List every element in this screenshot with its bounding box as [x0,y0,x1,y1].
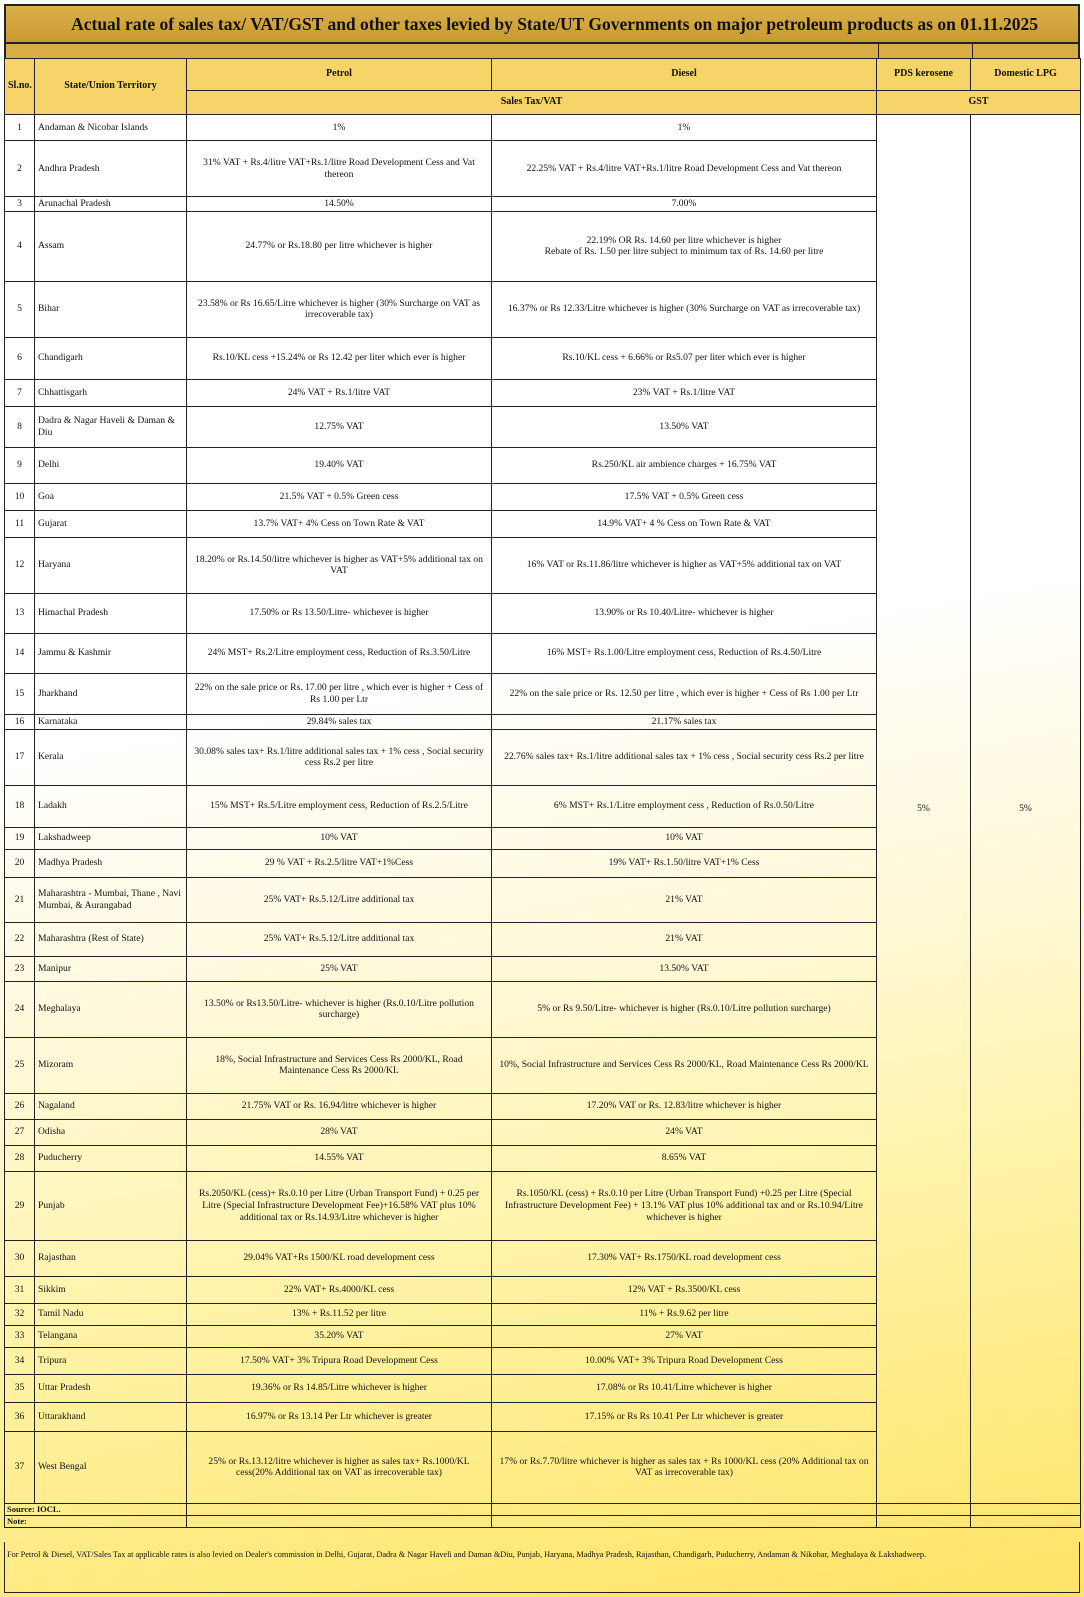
cell-state: Sikkim [35,1276,187,1303]
cell-diesel-rate: 21% VAT [492,877,877,922]
cell-state: Mizoram [35,1037,187,1093]
cell-petrol-rate: 30.08% sales tax+ Rs.1/litre additional sales tax + 1% cess , Social security cess Rs.2 per litre [187,729,492,785]
cell-petrol-rate: 19.36% or Rs 14.85/Litre whichever is higher [187,1374,492,1402]
footnote: For Petrol & Diesel, VAT/Sales Tax at applicable rates is also levied on Dealer's commission in Delhi, Gujarat, Dadra & Nagar Haveli and Daman &Diu, Punjab, Haryana, Madhya Pradesh, Rajasthan, Chandigarh, Puducherry, Andaman & Nikobar, Meghalaya & Lakshadweep. [4,1542,1080,1593]
cell-petrol-rate: 29.04% VAT+Rs 1500/KL road development cess [187,1240,492,1276]
cell-diesel-rate: 13.50% VAT [492,406,877,447]
cell-petrol-rate: 22% on the sale price or Rs. 17.00 per litre , which ever is higher + Cess of Rs 1.00 per Ltr [187,673,492,714]
cell-diesel-rate: 8.65% VAT [492,1145,877,1171]
cell-state: Tamil Nadu [35,1303,187,1325]
cell-state: Uttarakhand [35,1402,187,1431]
cell-diesel-rate: 1% [492,115,877,141]
cell-petrol-rate: 35.20% VAT [187,1325,492,1347]
table-row [5,115,1081,141]
empty-cell [877,1503,971,1515]
cell-slno: 33 [5,1325,35,1347]
subbar-divider [972,44,973,58]
cell-diesel-rate: 22.76% sales tax+ Rs.1/litre additional sales tax + 1% cess , Social security cess Rs.2 per litre [492,729,877,785]
cell-diesel-rate: Rs.1050/KL (cess) + Rs.0.10 per Litre (Urban Transport Fund) +0.25 per Litre (Special Infrastructure Development Fee) + 13.1% VAT plus 10% additional tax and or Rs.10.94/Litre whichever is higher [492,1171,877,1240]
cell-diesel-rate: 17.15% or Rs Rs 10.41 Per Ltr whichever is greater [492,1402,877,1431]
cell-slno: 3 [5,197,35,212]
subheader-sales-tax: Sales Tax/VAT [187,91,877,115]
cell-slno: 22 [5,922,35,956]
cell-diesel-rate: 27% VAT [492,1325,877,1347]
cell-diesel-rate: Rs.10/KL cess + 6.66% or Rs5.07 per liter which ever is higher [492,337,877,379]
cell-diesel-rate: 12% VAT + Rs.3500/KL cess [492,1276,877,1303]
cell-gst-lpg: 5% [971,115,1081,1504]
cell-diesel-rate: Rs.250/KL air ambience charges + 16.75% VAT [492,447,877,483]
cell-slno: 35 [5,1374,35,1402]
cell-state: Jammu & Kashmir [35,633,187,673]
cell-slno: 28 [5,1145,35,1171]
cell-slno: 24 [5,981,35,1037]
cell-diesel-rate: 10.00% VAT+ 3% Tripura Road Development Cess [492,1347,877,1374]
col-header-lpg: Domestic LPG [971,59,1081,91]
cell-diesel-rate: 5% or Rs 9.50/Litre- whichever is higher (Rs.0.10/Litre pollution surcharge) [492,981,877,1037]
note-row [5,1515,1081,1527]
cell-slno: 20 [5,849,35,877]
cell-state: Ladakh [35,785,187,827]
cell-slno: 6 [5,337,35,379]
cell-state: Maharashtra (Rest of State) [35,922,187,956]
cell-state: Chhattisgarh [35,379,187,406]
subheader-gst: GST [877,91,1081,115]
cell-petrol-rate: 18%, Social Infrastructure and Services Cess Rs 2000/KL, Road Maintenance Cess Rs 2000/KL [187,1037,492,1093]
cell-petrol-rate: 18.20% or Rs.14.50/litre whichever is higher as VAT+5% additional tax on VAT [187,537,492,593]
cell-diesel-rate: 6% MST+ Rs.1/Litre employment cess , Reduction of Rs.0.50/Litre [492,785,877,827]
cell-slno: 10 [5,483,35,510]
cell-slno: 4 [5,211,35,281]
cell-diesel-rate: 13.50% VAT [492,956,877,981]
cell-diesel-rate: 21% VAT [492,922,877,956]
cell-state: Rajasthan [35,1240,187,1276]
cell-state: Bihar [35,281,187,337]
cell-petrol-rate: 28% VAT [187,1119,492,1145]
cell-petrol-rate: 14.55% VAT [187,1145,492,1171]
cell-slno: 16 [5,714,35,729]
cell-petrol-rate: 25% VAT+ Rs.5.12/Litre additional tax [187,877,492,922]
cell-petrol-rate: 21.75% VAT or Rs. 16.94/litre whichever is higher [187,1093,492,1119]
cell-petrol-rate: 25% VAT+ Rs.5.12/Litre additional tax [187,922,492,956]
subbar-divider [878,44,879,58]
cell-petrol-rate: Rs.2050/KL (cess)+ Rs.0.10 per Litre (Urban Transport Fund) + 0.25 per Litre (Special Infrastructure Development Fee)+16.58% VAT plus 10% additional tax or Rs.14.93/Litre whichever is higher [187,1171,492,1240]
cell-diesel-rate: 16.37% or Rs 12.33/Litre whichever is higher (30% Surcharge on VAT as irrecoverable tax) [492,281,877,337]
cell-slno: 27 [5,1119,35,1145]
col-header-state: State/Union Territory [35,59,187,115]
cell-petrol-rate: Rs.10/KL cess +15.24% or Rs 12.42 per liter which ever is higher [187,337,492,379]
cell-slno: 14 [5,633,35,673]
cell-state: Dadra & Nagar Haveli & Daman & Diu [35,406,187,447]
cell-petrol-rate: 19.40% VAT [187,447,492,483]
cell-slno: 13 [5,593,35,633]
cell-slno: 7 [5,379,35,406]
cell-state: Gujarat [35,510,187,537]
cell-petrol-rate: 16.97% or Rs 13.14 Per Ltr whichever is greater [187,1402,492,1431]
cell-petrol-rate: 25% or Rs.13.12/litre whichever is higher as sales tax+ Rs.1000/KL cess(20% Additional tax on VAT as irrecoverable tax) [187,1431,492,1503]
col-header-petrol: Petrol [187,59,492,91]
cell-petrol-rate: 13.7% VAT+ 4% Cess on Town Rate & VAT [187,510,492,537]
cell-diesel-rate: 13.90% or Rs 10.40/Litre- whichever is higher [492,593,877,633]
col-header-slno: Sl.no. [5,59,35,115]
cell-state: Andaman & Nicobar Islands [35,115,187,141]
cell-slno: 25 [5,1037,35,1093]
header-row [5,59,1081,91]
cell-diesel-rate: 17.08% or Rs 10.41/Litre whichever is higher [492,1374,877,1402]
col-header-diesel: Diesel [492,59,877,91]
tax-rate-sheet [4,4,1080,1593]
empty-cell [971,1503,1081,1515]
empty-cell [187,1503,492,1515]
note-row-label: Note: [5,1515,187,1527]
cell-slno: 12 [5,537,35,593]
cell-petrol-rate: 13% + Rs.11.52 per litre [187,1303,492,1325]
cell-slno: 9 [5,447,35,483]
cell-state: Assam [35,211,187,281]
cell-state: Nagaland [35,1093,187,1119]
cell-petrol-rate: 14.50% [187,197,492,212]
cell-diesel-rate: 23% VAT + Rs.1/litre VAT [492,379,877,406]
col-header-kerosene: PDS kerosene [877,59,971,91]
cell-slno: 21 [5,877,35,922]
cell-petrol-rate: 29.84% sales tax [187,714,492,729]
cell-diesel-rate: 7.00% [492,197,877,212]
cell-slno: 2 [5,141,35,197]
cell-petrol-rate: 15% MST+ Rs.5/Litre employment cess, Reduction of Rs.2.5/Litre [187,785,492,827]
cell-petrol-rate: 21.5% VAT + 0.5% Green cess [187,483,492,510]
cell-state: West Bengal [35,1431,187,1503]
cell-state: Odisha [35,1119,187,1145]
cell-slno: 23 [5,956,35,981]
empty-cell [187,1515,492,1527]
cell-slno: 26 [5,1093,35,1119]
empty-cell [492,1515,877,1527]
cell-diesel-rate: 11% + Rs.9.62 per litre [492,1303,877,1325]
cell-diesel-rate: 17% or Rs.7.70/litre whichever is higher as sales tax + Rs 1000/KL cess (20% Additional tax on VAT as irrecoverable tax) [492,1431,877,1503]
cell-diesel-rate: 10%, Social Infrastructure and Services Cess Rs 2000/KL, Road Maintenance Cess Rs 2000/KL [492,1037,877,1093]
empty-cell [971,1515,1081,1527]
cell-slno: 36 [5,1402,35,1431]
empty-cell [877,1515,971,1527]
cell-petrol-rate: 25% VAT [187,956,492,981]
cell-state: Andhra Pradesh [35,141,187,197]
cell-petrol-rate: 23.58% or Rs 16.65/Litre whichever is higher (30% Surcharge on VAT as irrecoverable tax) [187,281,492,337]
cell-petrol-rate: 31% VAT + Rs.4/litre VAT+Rs.1/litre Road Development Cess and Vat thereon [187,141,492,197]
cell-state: Manipur [35,956,187,981]
cell-petrol-rate: 10% VAT [187,827,492,849]
cell-slno: 37 [5,1431,35,1503]
cell-state: Kerala [35,729,187,785]
cell-slno: 19 [5,827,35,849]
cell-petrol-rate: 17.50% VAT+ 3% Tripura Road Development Cess [187,1347,492,1374]
table-body [5,115,1081,1528]
cell-state: Meghalaya [35,981,187,1037]
cell-diesel-rate: 21.17% sales tax [492,714,877,729]
cell-state: Maharashtra - Mumbai, Thane , Navi Mumbai, & Aurangabad [35,877,187,922]
cell-slno: 17 [5,729,35,785]
cell-slno: 11 [5,510,35,537]
cell-diesel-rate: 24% VAT [492,1119,877,1145]
cell-state: Madhya Pradesh [35,849,187,877]
cell-diesel-rate: 17.30% VAT+ Rs.1750/KL road development cess [492,1240,877,1276]
cell-state: Goa [35,483,187,510]
cell-slno: 30 [5,1240,35,1276]
cell-slno: 1 [5,115,35,141]
title-subbar [4,44,1080,58]
page-title: Actual rate of sales tax/ VAT/GST and other taxes levied by State/UT Governments on major petroleum products as on 01.11.2025 [4,4,1080,44]
empty-cell [492,1503,877,1515]
cell-petrol-rate: 24.77% or Rs.18.80 per litre whichever is higher [187,211,492,281]
cell-diesel-rate: 22.25% VAT + Rs.4/litre VAT+Rs.1/litre Road Development Cess and Vat thereon [492,141,877,197]
cell-state: Lakshadweep [35,827,187,849]
cell-petrol-rate: 13.50% or Rs13.50/Litre- whichever is higher (Rs.0.10/Litre pollution surcharge) [187,981,492,1037]
source-row-label: Source: IOCL. [5,1503,187,1515]
cell-diesel-rate: 14.9% VAT+ 4 % Cess on Town Rate & VAT [492,510,877,537]
cell-state: Chandigarh [35,337,187,379]
cell-diesel-rate: 17.5% VAT + 0.5% Green cess [492,483,877,510]
cell-diesel-rate: 17.20% VAT or Rs. 12.83/litre whichever is higher [492,1093,877,1119]
cell-diesel-rate: 16% VAT or Rs.11.86/litre whichever is higher as VAT+5% additional tax on VAT [492,537,877,593]
cell-petrol-rate: 12.75% VAT [187,406,492,447]
cell-diesel-rate: 19% VAT+ Rs.1.50/litre VAT+1% Cess [492,849,877,877]
cell-petrol-rate: 24% MST+ Rs.2/Litre employment cess, Reduction of Rs.3.50/Litre [187,633,492,673]
cell-state: Jharkhand [35,673,187,714]
tax-rate-table [4,58,1081,1528]
cell-slno: 29 [5,1171,35,1240]
cell-state: Tripura [35,1347,187,1374]
cell-state: Delhi [35,447,187,483]
cell-petrol-rate: 24% VAT + Rs.1/litre VAT [187,379,492,406]
cell-petrol-rate: 1% [187,115,492,141]
cell-state: Puducherry [35,1145,187,1171]
cell-state: Haryana [35,537,187,593]
cell-diesel-rate: 22.19% OR Rs. 14.60 per litre whichever is higher Rebate of Rs. 1.50 per litre subject to minimum tax of Rs. 14.60 per litre [492,211,877,281]
cell-gst-kerosene: 5% [877,115,971,1504]
cell-state: Telangana [35,1325,187,1347]
source-row [5,1503,1081,1515]
cell-diesel-rate: 22% on the sale price or Rs. 12.50 per litre , which ever is higher + Cess of Rs 1.00 per Ltr [492,673,877,714]
cell-slno: 8 [5,406,35,447]
cell-state: Punjab [35,1171,187,1240]
cell-petrol-rate: 17.50% or Rs 13.50/Litre- whichever is higher [187,593,492,633]
cell-petrol-rate: 22% VAT+ Rs.4000/KL cess [187,1276,492,1303]
cell-slno: 15 [5,673,35,714]
cell-slno: 32 [5,1303,35,1325]
cell-diesel-rate: 16% MST+ Rs.1.00/Litre employment cess, Reduction of Rs.4.50/Litre [492,633,877,673]
cell-slno: 18 [5,785,35,827]
cell-petrol-rate: 29 % VAT + Rs.2.5/litre VAT+1%Cess [187,849,492,877]
cell-slno: 5 [5,281,35,337]
cell-state: Arunachal Pradesh [35,197,187,212]
cell-slno: 31 [5,1276,35,1303]
cell-diesel-rate: 10% VAT [492,827,877,849]
cell-state: Uttar Pradesh [35,1374,187,1402]
cell-state: Himachal Pradesh [35,593,187,633]
cell-state: Karnataka [35,714,187,729]
cell-slno: 34 [5,1347,35,1374]
